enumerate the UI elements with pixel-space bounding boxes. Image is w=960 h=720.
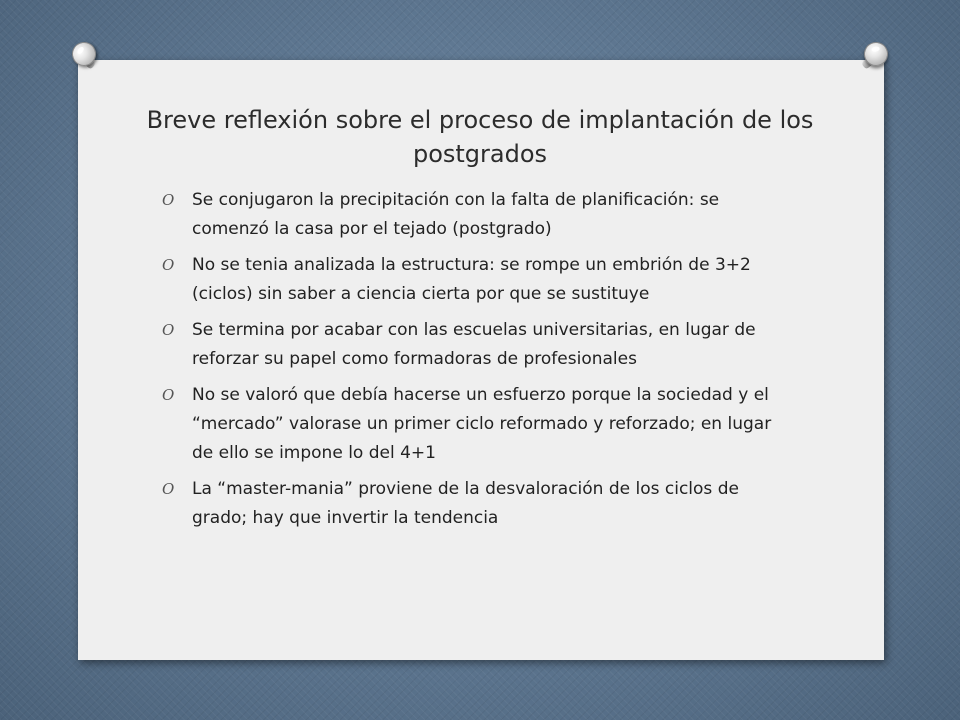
- bullet-icon: O: [162, 386, 175, 404]
- bullet-text: Se termina por acabar con las escuelas universitarias, en lugar de reforzar su papel como formadoras de profesionales: [192, 320, 756, 369]
- bullet-item: [160, 381, 800, 468]
- bullet-item: [160, 251, 800, 309]
- bullet-icon: O: [162, 480, 175, 498]
- bullet-text: No se valoró que debía hacerse un esfuerzo porque la sociedad y el “mercado” valorase un primer ciclo reformado y reforzado; en lugar de ello se impone lo del 4+1: [192, 385, 772, 463]
- bullet-item: [160, 316, 800, 374]
- bullet-item: [160, 186, 800, 244]
- slide-title: Breve reflexión sobre el proceso de implantación de los postgrados: [146, 106, 814, 168]
- bullet-icon: O: [162, 321, 175, 339]
- bullet-item: [160, 475, 800, 533]
- bullet-text: Se conjugaron la precipitación con la falta de planificación: se comenzó la casa por el tejado (postgrado): [192, 190, 720, 239]
- bullet-text: No se tenia analizada la estructura: se rompe un embrión de 3+2 (ciclos) sin saber a ciencia cierta por que se sustituye: [192, 255, 751, 304]
- bullet-text: La “master-mania” proviene de la desvaloración de los ciclos de grado; hay que invertir la tendencia: [192, 479, 739, 528]
- bullet-icon: O: [162, 256, 175, 274]
- bullet-list: [160, 186, 800, 540]
- bullet-icon: O: [162, 191, 175, 209]
